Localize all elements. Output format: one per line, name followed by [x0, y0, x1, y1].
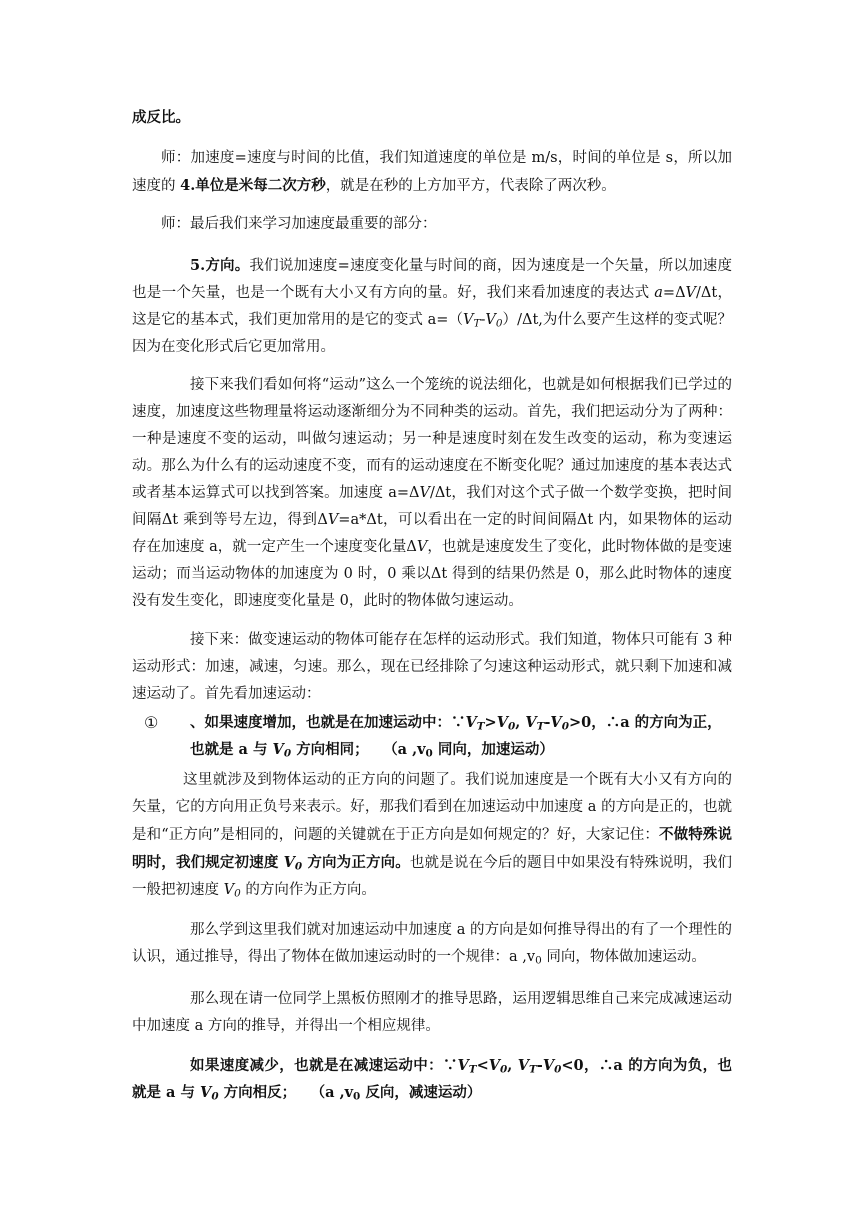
bold-unit-text: 4.单位是米每二次方秒: [180, 177, 326, 194]
paragraph-blackboard-task: 那么现在请一位同学上黑板仿照刚才的推导思路，运用逻辑思维自己来完成减速运动中加速度 a 方向的推导，并得出一个相应规律。: [132, 991, 732, 1034]
paragraph-unit: 师：加速度=速度与时间的比值，我们知道速度的单位是 m/s，时间的单位是 s，所以加速度的 4.单位是米每二次方秒，就是在秒的上方加平方，代表除了两次秒。: [132, 150, 732, 194]
bold-rule-text: 不做特殊说明时，我们规定初速度 $V_0$ 方向为正方向。: [132, 826, 733, 873]
paragraph-direction: 5.方向。我们说加速度=速度变化量与时间的商，因为速度是一个矢量，所以加速度也是一个矢量，也是一个既有大小又有方向的量。好，我们来看加速度的表达式 a=ΔV/Δt，这是它的基本式，我们更加常用的是它的变式 $a=(V_T-V_0)/\Delta t$,为什么要产生这样的变式呢？因为在变化形式后它更加常用。: [132, 257, 733, 355]
paragraph-accel-forms: 接下来：做变速运动的物体可能存在怎样的运动形式。我们知道，物体只可能有 3 种运动形式：加速，减速，匀速。那么，现在已经排除了匀速这种运动形式，就只剩下加速和减速运动了。首先看加速运动：: [132, 632, 732, 702]
bold-text: 成反比。: [132, 109, 190, 126]
paragraph-motion-types: 接下来我们看如何将“运动”这么一个笼统的说法细化，也就是如何根据我们已学过的速度，加速度这些物理量将运动逐渐细分为不同种类的运动。首先，我们把运动分为了两种：一种是速度不变的运动，叫做匀速运动；另一种是速度时刻在发生改变的运动，称为变速运动。那么为什么有的运动速度不变，而有的运动速度在不断变化呢？通过加速度的基本表达式或者基本运算式可以找到答案。加速度 a=ΔV/Δt，我们对这个式子做一个数学变换，把时间间隔Δt 乘到等号左边，得到ΔV=a*Δt，可以看出在一定的时间间隔Δt 内，如果物体的运动存在加速度 a，就一定产生一个速度变化量ΔV，也就是速度发生了变化，此时物体做的是变速运动；而当运动物体的加速度为 0 时，0 乘以Δt 得到的结果仍然是 0，那么此时物体的速度没有发生变化，即速度变化量是 0，此时的物体做匀速运动。: [132, 377, 733, 609]
paragraph-positive-direction: 这里就涉及到物体运动的正方向的问题了。我们说加速度是一个既有大小又有方向的矢量，它的方向用正负号来表示。好，那我们看到在加速运动中加速度 a 的方向是正的，也就是和“正方向”是相同的，问题的关键就在于正方向是如何规定的？好，大家记住：不做特殊说明时，我们规定初速度 $V_0$ 方向为正方向。也就是说在今后的题目中如果没有特殊说明，我们一般把初速度 $V_0$ 的方向作为正方向。: [132, 772, 733, 900]
paragraph-intro-direction: 师：最后我们来学习加速度最重要的部分：: [161, 216, 437, 232]
list-marker-circled-1: ①: [144, 713, 159, 732]
list-item-acceleration: 、如果速度增加，也就是在加速运动中：$\because V_T>V_0$, $V_T-V_0>0$，∴a 的方向为正，也就是 a 与 $V_0$ 方向相同； （a $,v_0$ 同向，加速运动）: [190, 714, 722, 760]
paragraph-deceleration: 如果速度减少，也就是在减速运动中：$\because V_T<V_0$, $V_T-V_0<0$，∴a 的方向为负，也就是 a 与 $V_0$ 方向相反； （a $,v_0$ 反向，减速运动）: [132, 1057, 732, 1103]
paragraph-accel-rule: 那么学到这里我们就对加速运动中加速度 a 的方向是如何推导得出的有了一个理性的认识，通过推导，得出了物体在做加速运动时的一个规律：a $,v_0$ 同向，物体做加速运动。: [132, 922, 732, 967]
section-heading-direction: 5.方向。: [190, 257, 250, 274]
paragraph-conclusion-tail: [132, 104, 732, 132]
